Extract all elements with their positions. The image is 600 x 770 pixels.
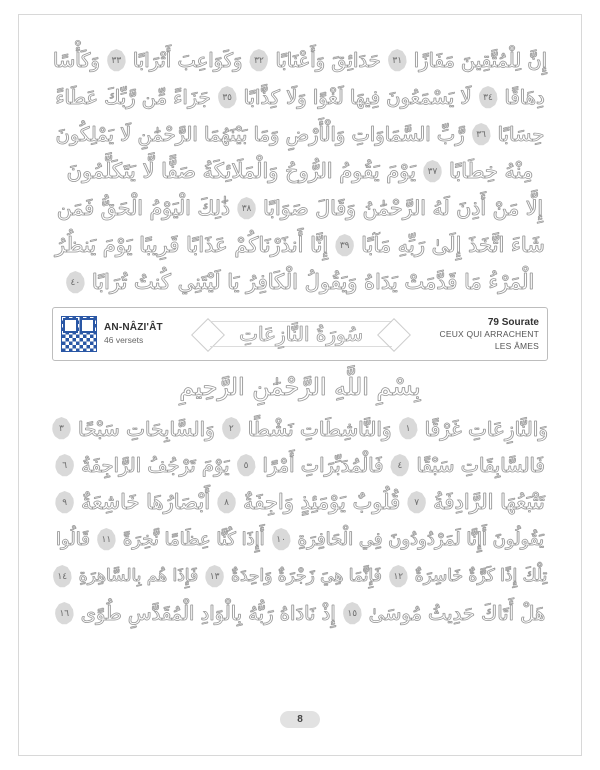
verse-text: أَبْصَارُهَا خَاشِعَةٌ <box>81 490 211 514</box>
ayah-number-marker <box>479 86 498 109</box>
ayah-number: ٣٧ <box>427 166 438 177</box>
ayah-number: ١ <box>405 423 411 434</box>
ayah-number-marker <box>222 417 241 440</box>
page-content <box>52 42 548 632</box>
verse-text: قَالُوا <box>55 528 90 550</box>
surah-title-ornament <box>196 317 406 351</box>
ayah-number-marker <box>343 602 362 625</box>
qr-code-icon[interactable] <box>61 316 97 352</box>
verse-line <box>52 79 548 116</box>
verse-line <box>52 153 548 190</box>
verse-text: تِلْكَ إِذًا كَرَّةٌ خَاسِرَةٌ <box>414 566 548 586</box>
ayah-number: ١١ <box>101 534 112 545</box>
verse-line <box>52 116 548 153</box>
verse-text: حَدَائِقَ وَأَعْنَابًا <box>275 48 381 72</box>
surah-header-right <box>440 316 539 351</box>
basmala <box>52 375 548 400</box>
page-number: 8 <box>280 711 320 728</box>
ayah-number-marker <box>205 565 224 588</box>
surah-header-left-text <box>104 322 163 345</box>
surah-header-center <box>163 317 440 351</box>
verse-text: لَا يَسْمَعُونَ فِيهَا لَغْوًا وَلَا كِذَّابًا <box>243 85 472 109</box>
ayah-number: ٨ <box>224 497 229 508</box>
verse-text: يَوْمَ تَرْجُفُ الرَّاجِفَةُ <box>81 453 230 477</box>
verse-line <box>52 190 548 227</box>
verse-text: يَقُولُونَ أَإِنَّا لَمَرْدُودُونَ فِي الْحَافِرَةِ <box>297 528 545 550</box>
verse-text: فَإِذَا هُم بِالسَّاهِرَةِ <box>78 566 199 586</box>
ayah-number: ٣٩ <box>339 240 350 251</box>
ayah-number-marker <box>249 49 268 72</box>
ayah-number-marker <box>423 160 442 183</box>
verse-text: فَالسَّابِقَاتِ سَبْقًا <box>416 453 545 477</box>
ayah-number: ١٥ <box>347 608 358 619</box>
ayah-number-marker <box>218 86 237 109</box>
verse-text: وَالنَّاشِطَاتِ نَشْطًا <box>247 416 392 441</box>
ayah-number: ١٠ <box>276 534 286 545</box>
verse-text: وَكَوَاعِبَ أَتْرَابًا <box>132 48 243 72</box>
ayah-number-marker <box>237 454 256 477</box>
ayah-number: ٣ <box>59 423 64 434</box>
verse-text: جَزَاءً مِّن رَّبِّكَ عَطَاءً <box>55 85 211 109</box>
ayah-number-marker <box>388 49 407 72</box>
ayah-number: ٣٦ <box>476 129 486 140</box>
ayah-number: ٣٤ <box>483 92 493 103</box>
verse-text: إِنَّا أَنذَرْنَاكُمْ عَذَابًا قَرِيبًا يَوْمَ يَنظُرُ <box>55 233 329 257</box>
verse-text: وَكَأْسًا <box>52 48 100 72</box>
ayah-number: ٩ <box>62 497 68 508</box>
ayah-number: ٤ <box>397 460 403 471</box>
ayah-number: ١٢ <box>393 571 404 582</box>
ayah-number-marker <box>335 234 354 257</box>
verse-text: وَالنَّازِعَاتِ غَرْقًا <box>424 416 549 441</box>
ayah-number-marker <box>472 123 491 146</box>
ayah-number-marker <box>55 454 74 477</box>
verse-text: فَإِنَّمَا هِيَ زَجْرَةٌ وَاحِدَةٌ <box>231 566 382 586</box>
verse-text: مِنْهُ خِطَابًا <box>448 159 534 183</box>
verse-text: قُلُوبٌ يَوْمَئِذٍ وَاجِفَةٌ <box>243 490 401 514</box>
verse-text: يَوْمَ يَقُومُ الرُّوحُ وَالْمَلَائِكَةُ صَفًّا لَّا يَتَكَلَّمُونَ <box>66 159 416 183</box>
ayah-number-marker <box>97 528 116 551</box>
surah-verse-count: 46 versets <box>104 334 144 345</box>
ayah-number-marker <box>217 491 236 514</box>
surah-number-label: 79 Sourate <box>487 317 539 329</box>
verse-text: هَلْ أَتَاكَ حَدِيثُ مُوسَىٰ <box>368 601 546 625</box>
ayah-number: ٢ <box>228 423 234 434</box>
surah-name-arabic: سُورَةُ النَّازِعَاتِ <box>239 322 364 346</box>
surah-end-verses <box>52 42 548 301</box>
ayah-number: ٧ <box>414 497 420 508</box>
verse-text: شَاءَ اتَّخَذَ إِلَىٰ رَبِّهِ مَآبًا <box>361 233 545 257</box>
verse-line <box>52 227 548 264</box>
ayah-number: ١٣ <box>209 571 220 582</box>
verse-text: إِلَّا مَنْ أَذِنَ لَهُ الرَّحْمَٰنُ وَقَالَ صَوَابًا <box>263 196 544 221</box>
ayah-number: ١٦ <box>59 608 70 619</box>
verse-line <box>52 264 548 301</box>
ayah-number-marker <box>52 417 71 440</box>
verse-text: ذَٰلِكَ الْيَوْمُ الْحَقُّ فَمَن <box>56 196 231 221</box>
ayah-number: ٤٠ <box>70 277 81 288</box>
ayah-number-marker <box>55 491 74 514</box>
ayah-number-marker <box>107 49 126 72</box>
ayah-number-marker <box>390 454 409 477</box>
verse-line <box>52 558 548 595</box>
ayah-number-marker <box>389 565 408 588</box>
verse-text: تَتْبَعُهَا الرَّادِفَةُ <box>433 490 545 514</box>
verse-text: فَالْمُدَبِّرَاتِ أَمْرًا <box>262 453 384 477</box>
verse-line <box>52 410 548 447</box>
verse-line <box>52 447 548 484</box>
verse-text: رَّبِّ السَّمَاوَاتِ وَالْأَرْضِ وَمَا بَيْنَهُمَا الرَّحْمَٰنِ لَا يَمْلِكُونَ <box>55 122 465 146</box>
ayah-number-marker <box>66 271 85 294</box>
ayah-number-marker <box>53 565 72 588</box>
basmala-text: بِسْمِ اللَّهِ الرَّحْمَٰنِ الرَّحِيمِ <box>179 373 421 401</box>
verse-text: إِنَّ لِلْمُتَّقِينَ مَفَازًا <box>413 48 548 72</box>
ayah-number-marker <box>407 491 426 514</box>
verse-line <box>52 484 548 521</box>
verse-text: إِذْ نَادَاهُ رَبُّهُ بِالْوَادِ الْمُقَدَّسِ طُوًى <box>80 601 336 625</box>
surah-header <box>52 307 548 361</box>
verse-text: أَإِذَا كُنَّا عِظَامًا نَّخِرَةً <box>122 528 265 550</box>
verse-line <box>52 521 548 558</box>
verse-text: دِهَاقًا <box>504 85 545 109</box>
verse-line <box>52 595 548 632</box>
ayah-number: ٣٥ <box>222 92 232 103</box>
verse-text: حِسَابًا <box>497 122 545 146</box>
ayah-number: ٥ <box>243 460 249 471</box>
ayah-number: ٣١ <box>392 55 403 66</box>
ayah-number-marker <box>272 528 291 551</box>
ayah-number: ٣٣ <box>111 55 122 66</box>
surah-start-verses <box>52 410 548 632</box>
ayah-number-marker <box>399 417 418 440</box>
ayah-number: ٣٨ <box>241 203 252 214</box>
ayah-number: ١٤ <box>57 571 68 582</box>
ayah-number: ٦ <box>62 460 68 471</box>
verse-text: الْمَرْءُ مَا قَدَّمَتْ يَدَاهُ وَيَقُولُ الْكَافِرُ يَا لَيْتَنِي كُنتُ تُرَابًا <box>91 270 535 294</box>
surah-french-title-line2: LES ÂMES <box>494 340 539 351</box>
surah-name-latin: AN-NÂZI'ÂT <box>104 322 163 334</box>
verse-text: وَالسَّابِحَاتِ سَبْحًا <box>77 416 215 441</box>
surah-french-title-line1: CEUX QUI ARRACHENT <box>439 329 539 340</box>
ayah-number: ٣٢ <box>254 55 264 66</box>
surah-header-left <box>61 316 163 352</box>
verse-line <box>52 42 548 79</box>
ayah-number-marker <box>237 197 256 220</box>
ayah-number-marker <box>55 602 74 625</box>
